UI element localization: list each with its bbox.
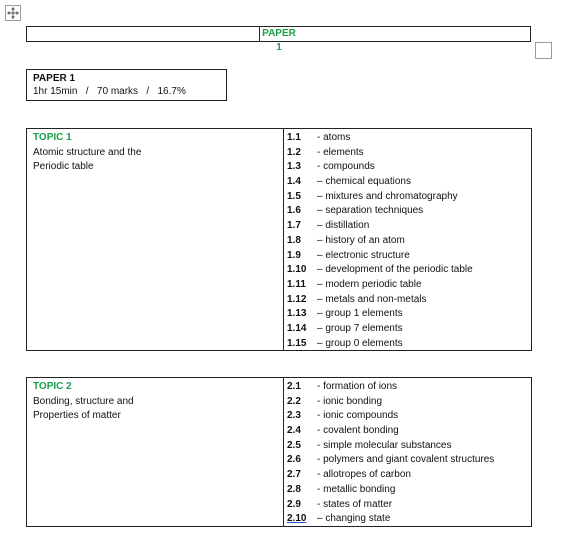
subtopic-number: 1.2 <box>287 146 301 158</box>
subtopic-text: - atoms <box>317 132 351 143</box>
subtopic-row <box>287 424 527 439</box>
paper-header-title: PAPER 1 <box>262 28 296 53</box>
subtopic-text: – distillation <box>317 220 370 232</box>
subtopic-text: - simple molecular substances <box>317 439 452 451</box>
subtopic-number: 2.4 <box>287 425 301 437</box>
subtopic-number: 1.5 <box>287 190 301 202</box>
subtopic-number: 1.4 <box>287 176 301 188</box>
subtopic-number: 2.5 <box>287 439 301 451</box>
subtopic-number: 1.14 <box>287 322 307 334</box>
subtopic-row <box>287 439 527 454</box>
topic-label: TOPIC 2 <box>33 381 72 392</box>
cell-divider <box>283 129 284 350</box>
subtopic-row <box>287 483 527 498</box>
subtopic-row <box>287 409 527 424</box>
subtopic-text: – changing state <box>317 513 391 525</box>
subtopic-list <box>287 380 527 527</box>
subtopic-text: - covalent bonding <box>317 425 399 437</box>
subtopic-text: – mixtures and chromatography <box>317 190 458 202</box>
subtopic-number: 1.12 <box>287 293 307 305</box>
subtopic-number: 2.1 <box>287 381 301 392</box>
subtopic-text: – group 1 elements <box>317 308 403 320</box>
topic-label: TOPIC 1 <box>33 132 72 143</box>
topic-name-line: Atomic structure and the <box>33 146 142 158</box>
subtopic-row <box>287 278 527 293</box>
move-arrows-icon <box>7 7 19 19</box>
table-resize-handle[interactable] <box>535 42 552 59</box>
topic-name-line: Properties of matter <box>33 410 121 422</box>
subtopic-row <box>287 204 527 219</box>
subtopic-row <box>287 160 527 175</box>
subtopic-number: 1.3 <box>287 161 301 173</box>
subtopic-row <box>287 337 527 352</box>
subtopic-number: 1.1 <box>287 132 301 143</box>
subtopic-row <box>287 322 527 337</box>
table-move-handle[interactable] <box>5 5 21 21</box>
subtopic-text: - formation of ions <box>317 381 398 392</box>
subtopic-text: - elements <box>317 146 364 158</box>
subtopic-row <box>287 234 527 249</box>
subtopic-text: – chemical equations <box>317 176 411 188</box>
subtopic-number: 1.15 <box>287 337 307 349</box>
subtopic-row <box>287 190 527 205</box>
subtopic-row <box>287 175 527 190</box>
subtopic-number: 2.6 <box>287 454 301 466</box>
paper-title: PAPER 1 <box>33 73 76 84</box>
subtopic-row <box>287 263 527 278</box>
subtopic-row <box>287 468 527 483</box>
subtopic-text: – development of the periodic table <box>317 264 473 276</box>
subtopic-number: 1.10 <box>287 264 307 276</box>
subtopic-number: 2.10 <box>287 513 307 525</box>
subtopic-number: 1.9 <box>287 249 301 261</box>
subtopic-row <box>287 512 527 527</box>
subtopic-text: – group 0 elements <box>317 337 403 349</box>
paper-header-row <box>26 26 531 53</box>
subtopic-text: – group 7 elements <box>317 322 403 334</box>
paper-info-box <box>26 69 227 101</box>
subtopic-text: - ionic compounds <box>317 410 399 422</box>
paper-meta: 1hr 15min / 70 marks / 16.7% <box>33 86 186 97</box>
topic-table-1 <box>26 128 532 351</box>
subtopic-row <box>287 395 527 410</box>
subtopic-number: 1.7 <box>287 220 301 232</box>
subtopic-number: 2.9 <box>287 498 301 510</box>
subtopic-row <box>287 307 527 322</box>
subtopic-text: - polymers and giant covalent structures <box>317 454 495 466</box>
subtopic-number: 1.11 <box>287 278 306 290</box>
subtopic-number: 1.6 <box>287 205 301 217</box>
subtopic-row <box>287 498 527 513</box>
subtopic-text: – metals and non-metals <box>317 293 427 305</box>
subtopic-number: 2.3 <box>287 410 301 422</box>
subtopic-text: – electronic structure <box>317 249 410 261</box>
subtopic-list <box>287 131 527 351</box>
subtopic-number: 2.8 <box>287 483 301 495</box>
cell-divider <box>283 378 284 526</box>
subtopic-row <box>287 249 527 264</box>
topic-cell <box>33 380 273 424</box>
subtopic-text: - ionic bonding <box>317 395 383 407</box>
subtopic-row <box>287 131 527 146</box>
subtopic-row <box>287 380 527 395</box>
subtopic-number: 2.2 <box>287 395 301 407</box>
subtopic-text: - states of matter <box>317 498 393 510</box>
subtopic-row <box>287 453 527 468</box>
subtopic-text: - metallic bonding <box>317 483 396 495</box>
topic-cell <box>33 131 273 175</box>
topic-name-line: Bonding, structure and <box>33 395 134 407</box>
topic-name-line: Periodic table <box>33 161 94 173</box>
subtopic-row <box>287 146 527 161</box>
subtopic-text: – history of an atom <box>317 234 405 246</box>
subtopic-number: 1.8 <box>287 234 301 246</box>
subtopic-text: – separation techniques <box>317 205 424 217</box>
subtopic-text: – modern periodic table <box>317 278 422 290</box>
topic-table-2 <box>26 377 532 527</box>
subtopic-number: 1.13 <box>287 308 307 320</box>
subtopic-text: - allotropes of carbon <box>317 469 411 481</box>
subtopic-row <box>287 293 527 308</box>
subtopic-row <box>287 219 527 234</box>
subtopic-text: - compounds <box>317 161 375 173</box>
subtopic-number: 2.7 <box>287 469 301 481</box>
